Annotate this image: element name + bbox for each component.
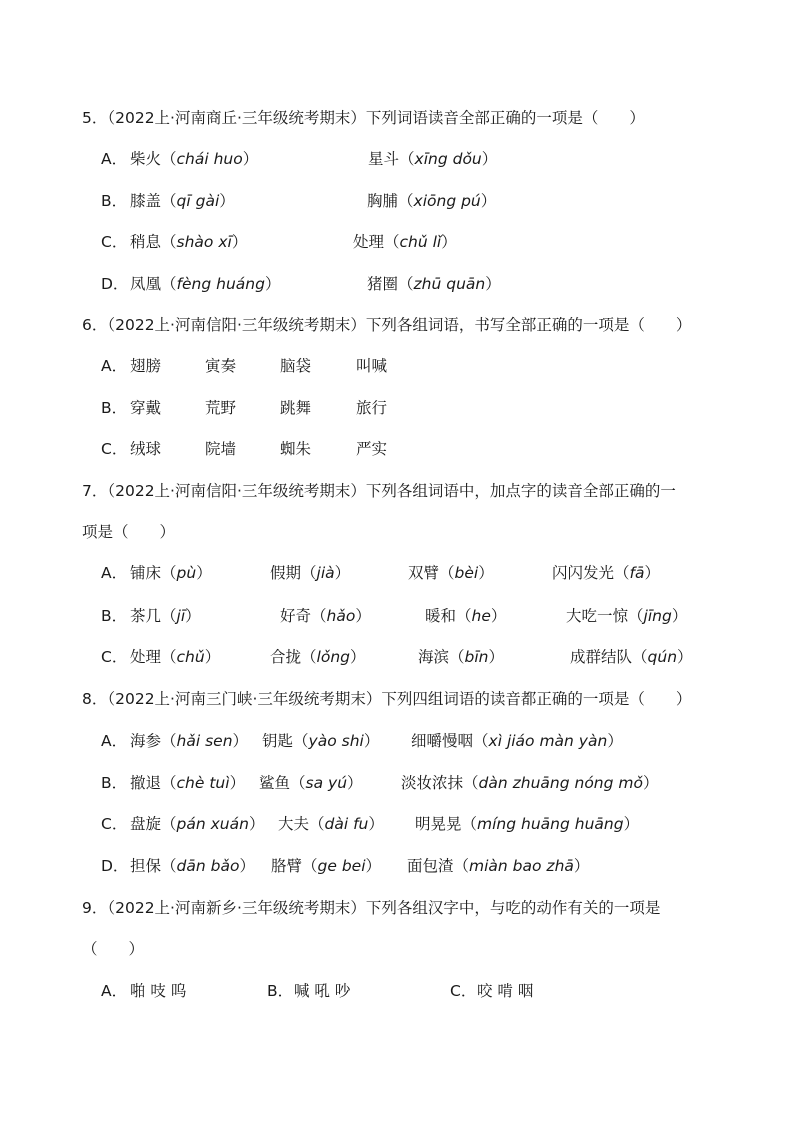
- question-8-stem: [0, 686, 794, 712]
- word: 闪闪发光: [552, 564, 615, 582]
- option-item: 海参（hǎi sen）: [130, 732, 249, 750]
- word: 合拢: [270, 648, 302, 666]
- word: 猪圈: [367, 275, 399, 293]
- question-7-stem-line-1: [0, 478, 794, 504]
- word: 细嚼慢咽: [411, 732, 474, 750]
- pinyin: chǔ lǐ: [399, 233, 442, 251]
- word: 穿戴: [130, 399, 162, 417]
- option-item: 大夫（dài fu）: [278, 815, 384, 833]
- question-7-option-c: [0, 644, 794, 670]
- word: 撤退: [130, 774, 162, 792]
- option-label: D．: [101, 857, 129, 875]
- option-label: B．: [101, 192, 128, 210]
- pinyin: bèi: [454, 564, 479, 582]
- word: 处理: [353, 233, 385, 251]
- word: 淡妆浓抹: [401, 774, 464, 792]
- question-6-option-a: [0, 353, 794, 379]
- pinyin: qī gài: [176, 192, 220, 210]
- option-label: C．: [101, 440, 128, 458]
- word: 绒球: [130, 440, 162, 458]
- option-label: B．: [101, 774, 128, 792]
- option-item: 假期（jià）: [270, 564, 351, 582]
- question-9-stem-line-1: [0, 895, 794, 921]
- word: 跳舞: [280, 399, 312, 417]
- pinyin: zhū quān: [413, 275, 486, 293]
- question-5-option-d: [0, 271, 794, 297]
- option-item: 钥匙（yào shi）: [262, 732, 380, 750]
- word: 假期: [270, 564, 302, 582]
- pinyin: xì jiáo màn yàn: [488, 732, 608, 750]
- pinyin: jià: [316, 564, 335, 582]
- option-item: 铺床（pù）: [130, 564, 212, 582]
- question-text: （ ）: [82, 940, 145, 958]
- option-label: C．: [101, 233, 128, 251]
- option-label: A．: [101, 732, 128, 750]
- option-item: 面包渣（miàn bao zhā）: [407, 857, 590, 875]
- option-item: 成群结队（qún）: [570, 648, 693, 666]
- option-item: 海滨（bīn）: [418, 648, 505, 666]
- option-chars: 喊 吼 吵: [294, 982, 351, 1000]
- pinyin: fèng huáng: [176, 275, 265, 293]
- word: 茶几: [130, 607, 162, 625]
- word: 蜘朱: [280, 440, 312, 458]
- option-item: 暖和（he）: [425, 607, 507, 625]
- word: 胳臂: [271, 857, 303, 875]
- pinyin: fā: [629, 564, 645, 582]
- option-item: 胳臂（ge bei）: [271, 857, 382, 875]
- word: 院墙: [205, 440, 237, 458]
- pinyin: dài fu: [324, 815, 369, 833]
- option-item: 胸脯（xiōng pú）: [367, 192, 497, 210]
- question-7-stem-line-2: [0, 519, 794, 545]
- question-8-option-d: [0, 853, 794, 879]
- question-text: 7．（2022上·河南信阳·三年级统考期末）下列各组词语中，加点字的读音全部正确的一: [82, 482, 676, 500]
- word: 鲨鱼: [259, 774, 291, 792]
- pinyin: xīng dǒu: [414, 150, 482, 168]
- option-item: 明晃晃（míng huāng huāng）: [415, 815, 640, 833]
- option-item: 猪圈（zhū quān）: [367, 275, 501, 293]
- option-item: 撤退（chè tuì）: [130, 774, 246, 792]
- question-text: 5．（2022上·河南商丘·三年级统考期末）下列词语读音全部正确的一项是（ ）: [82, 109, 645, 127]
- question-9-stem-line-2: [0, 936, 794, 962]
- question-6-option-b: [0, 395, 794, 421]
- question-5-option-b: [0, 188, 794, 214]
- word: 盘旋: [130, 815, 162, 833]
- word: 星斗: [368, 150, 400, 168]
- option-item: 茶几（jī）: [130, 607, 201, 625]
- option-item: 闪闪发光（fā）: [552, 564, 661, 582]
- option-label: A．: [101, 982, 128, 1000]
- word: 担保: [130, 857, 162, 875]
- pinyin: jī: [176, 607, 186, 625]
- word: 海滨: [418, 648, 450, 666]
- pinyin: jīng: [643, 607, 672, 625]
- word: 寅奏: [205, 357, 237, 375]
- option-label: C．: [101, 648, 128, 666]
- option-label: C．: [450, 982, 477, 1000]
- question-5-stem: [0, 105, 794, 131]
- question-text: 项是（ ）: [82, 523, 176, 541]
- option-label: D．: [101, 275, 129, 293]
- option-label: A．: [101, 357, 128, 375]
- pinyin: yào shi: [308, 732, 364, 750]
- word: 暖和: [425, 607, 457, 625]
- pinyin: he: [471, 607, 491, 625]
- word: 翅膀: [130, 357, 162, 375]
- pinyin: shào xī: [176, 233, 232, 251]
- option-item: 处理（chǔ）: [130, 648, 221, 666]
- option-item: 处理（chǔ lǐ）: [353, 233, 457, 251]
- option-label: A．: [101, 150, 128, 168]
- pinyin: qún: [647, 648, 678, 666]
- option-item: 膝盖（qī gài）: [130, 192, 235, 210]
- pinyin: hǎi sen: [176, 732, 233, 750]
- word: 严实: [356, 440, 388, 458]
- word: 钥匙: [262, 732, 294, 750]
- pinyin: sa yú: [305, 774, 348, 792]
- option-item: 凤凰（fèng huáng）: [130, 275, 281, 293]
- pinyin: chè tuì: [176, 774, 230, 792]
- option-item: 合拢（lǒng）: [270, 648, 366, 666]
- question-6-stem: [0, 312, 794, 338]
- pinyin: ge bei: [317, 857, 366, 875]
- option-item: 好奇（hǎo）: [280, 607, 371, 625]
- option-item: 细嚼慢咽（xì jiáo màn yàn）: [411, 732, 623, 750]
- option-item: 柴火（chái huo）: [130, 150, 259, 168]
- question-5-option-a: [0, 146, 794, 172]
- pinyin: miàn bao zhā: [469, 857, 574, 875]
- word: 稍息: [130, 233, 162, 251]
- option-label: B．: [267, 982, 294, 1000]
- question-text: 8．（2022上·河南三门峡·三年级统考期末）下列四组词语的读音都正确的一项是（ ）: [82, 690, 692, 708]
- word: 处理: [130, 648, 162, 666]
- pinyin: chǔ: [176, 648, 205, 666]
- option-item: 星斗（xīng dǒu）: [368, 150, 498, 168]
- option-label: B．: [101, 607, 128, 625]
- option-label: B．: [101, 399, 128, 417]
- option-item: 稍息（shào xī）: [130, 233, 248, 251]
- question-8-option-b: [0, 770, 794, 796]
- option-item: 淡妆浓抹（dàn zhuāng nóng mǒ）: [401, 774, 659, 792]
- word: 明晃晃: [415, 815, 462, 833]
- word: 面包渣: [407, 857, 454, 875]
- question-7-option-b: [0, 603, 794, 629]
- pinyin: míng huāng huāng: [477, 815, 624, 833]
- word: 胸脯: [367, 192, 399, 210]
- question-8-option-a: [0, 728, 794, 754]
- word: 大吃一惊: [566, 607, 629, 625]
- pinyin: pán xuán: [176, 815, 249, 833]
- pinyin: dān bǎo: [176, 857, 240, 875]
- question-7-option-a: [0, 560, 794, 586]
- word: 大夫: [278, 815, 310, 833]
- question-5-option-c: [0, 229, 794, 255]
- word: 好奇: [280, 607, 312, 625]
- word: 叫喊: [356, 357, 388, 375]
- question-6-option-c: [0, 436, 794, 462]
- pinyin: dàn zhuāng nóng mǒ: [478, 774, 643, 792]
- question-text: 6．（2022上·河南信阳·三年级统考期末）下列各组词语，书写全部正确的一项是（ ）: [82, 316, 692, 334]
- pinyin: bīn: [464, 648, 489, 666]
- pinyin: hǎo: [326, 607, 356, 625]
- pinyin: xiōng pú: [413, 192, 481, 210]
- word: 成群结队: [570, 648, 633, 666]
- option-item: 盘旋（pán xuán）: [130, 815, 265, 833]
- pinyin: lǒng: [316, 648, 350, 666]
- option-item: 鲨鱼（sa yú）: [259, 774, 363, 792]
- option-item: 大吃一惊（jīng）: [566, 607, 688, 625]
- option-chars: 啪 吱 呜: [130, 982, 187, 1000]
- word: 柴火: [130, 150, 162, 168]
- question-8-option-c: [0, 811, 794, 837]
- word: 铺床: [130, 564, 162, 582]
- word: 膝盖: [130, 192, 162, 210]
- word: 双臂: [408, 564, 440, 582]
- question-9-options: [0, 978, 794, 1004]
- option-label: C．: [101, 815, 128, 833]
- option-chars: 咬 啃 咽: [477, 982, 534, 1000]
- word: 荒野: [205, 399, 237, 417]
- option-item: 双臂（bèi）: [408, 564, 494, 582]
- word: 旅行: [356, 399, 388, 417]
- word: 凤凰: [130, 275, 162, 293]
- word: 脑袋: [280, 357, 312, 375]
- pinyin: chái huo: [176, 150, 243, 168]
- question-text: 9．（2022上·河南新乡·三年级统考期末）下列各组汉字中，与吃的动作有关的一项是: [82, 899, 661, 917]
- pinyin: pù: [176, 564, 197, 582]
- word: 海参: [130, 732, 162, 750]
- option-label: A．: [101, 564, 128, 582]
- option-item: 担保（dān bǎo）: [130, 857, 255, 875]
